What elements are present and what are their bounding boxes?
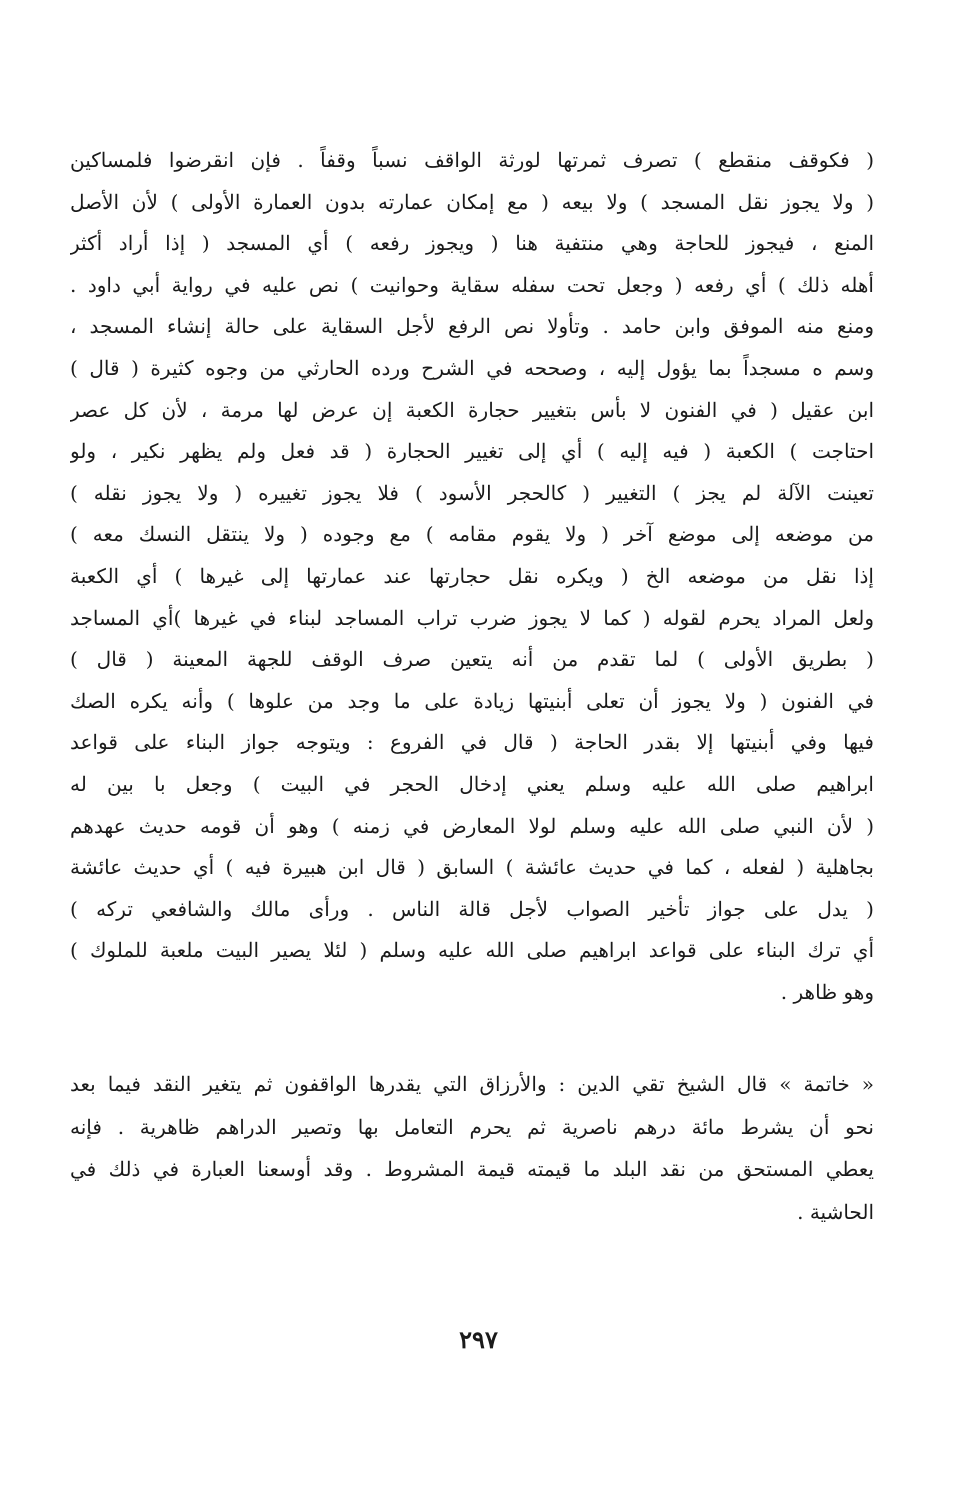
text-line: احتاجت ) الكعبة ( فيه إليه ) أي إلى تغيير الحجارة ( قد فعل ولم يظهر نكير ، ولو [70, 439, 874, 464]
text-line: ( بطريق الأولى ) لما تقدم من أنه يتعين صرف الوقف للجهة المعينة ( قال ) [70, 647, 874, 672]
text-line: وسم ه مسجداً بما يؤول إليه ، وصححه في الشرح ورده الحارثي من وجوه كثيرة ( قال ) [70, 355, 874, 380]
text-line: ( يدل على جواز تأخير الصواب لأجل قالة الناس . ورأى مالك والشافعي تركه ) [70, 896, 874, 921]
text-line: المنع ، فيجوز للحاجة وهي منتفية هنا ( ويجوز رفعه ) أي المسجد ( إذا أراد أكثر [70, 231, 874, 256]
text-line: بجاهلية ( لفعله ، كما في حديث عائشة ) السابق ( قال ابن هبيرة فيه ) أي حديث عائشة [70, 855, 874, 880]
text-line: الحاشية . [797, 1199, 874, 1224]
text-line: ابن عقيل ( في الفنون لا بأس بتغيير حجارة الكعبة إن عرض لها مرمة ، لأن كل عصر [70, 397, 874, 422]
main-paragraph [70, 140, 874, 1013]
closing-paragraph [70, 1063, 874, 1233]
text-line: فيها وفي أبنيتها إلا بقدر الحاجة ( قال في الفروع : ويتوجه جواز البناء على قواعد [70, 730, 874, 755]
text-line: يعطي المستحق من نقد البلد ما قيمته قيمة المشروط . وقد أوسعنا العبارة في ذلك في [70, 1157, 874, 1181]
text-line: أي ترك البناء على قواعد ابراهيم صلى الله عليه وسلم ( لئلا يصير البيت ملعبة للملوك ) [70, 938, 874, 963]
text-line: وهو ظاهر . [780, 979, 874, 1004]
text-line: تعينت الآلة لم يجز ) التغيير ( كالحجر الأسود ) فلا يجوز تغييره ( ولا يجوز نقله ) [70, 480, 874, 505]
text-line: إذا نقل من موضعه الخ ( ويكره نقل حجارتها عند عمارتها إلى غيرها ) أي الكعبة [70, 563, 874, 588]
text-line: ( لأن النبي صلى الله عليه وسلم لولا المعارض في زمنه ) وهو أن قومه حديث عهدهم [70, 813, 874, 838]
text-line: نحو أن يشرط مائة درهم ناصرية ثم يحرم التعامل بها وتصير الدراهم ظاهرية . فإنه [70, 1114, 874, 1139]
text-line: ولعل المراد يحرم لقوله ( كما لا يجوز ضرب تراب المساجد لبناء في غيرها )أي المساجد [70, 605, 874, 630]
page-number: ٢٩٧ [459, 1325, 498, 1354]
text-line: ومنع منه الموفق وابن حامد . وتأولا نص الرفع لأجل السقاية على حالة إنشاء المسجد ، [70, 314, 874, 339]
text-line: ( ولا يجوز نقل المسجد ) ولا بيعه ( مع إمكان عمارته بدون العمارة الأولى ) لأن الأصل [70, 189, 874, 214]
text-line: في الفنون ( ولا يجوز أن تعلى أبنيتها زيادة على ما وجد من علوها ) وأنه يكره الصك [70, 688, 874, 713]
text-line: ( فكوقف منقطع ) تصرف ثمرتها لورثة الواقف نسباً وقفاً . فإن انقرضوا فلمساكين [70, 148, 874, 172]
text-line: « خاتمة » قال الشيخ تقي الدين : والأرزاق التي يقدرها الواقفون ثم يتغير النقد فيما بعد [70, 1072, 874, 1096]
text-line: ابراهيم صلى الله عليه وسلم يعني إدخال الحجر في البيت ) وجعل با بين له [70, 771, 874, 796]
text-line: من موضعه إلى موضع آخر ( ولا يقوم مقامه ) مع وجوده ( ولا ينتقل النسك معه ) [70, 522, 874, 547]
text-line: أهله ذلك ) أي رفعه ( وجعل تحت سفله سقاية وحوانيت ) نص عليه في رواية أبي داود . [70, 272, 874, 297]
